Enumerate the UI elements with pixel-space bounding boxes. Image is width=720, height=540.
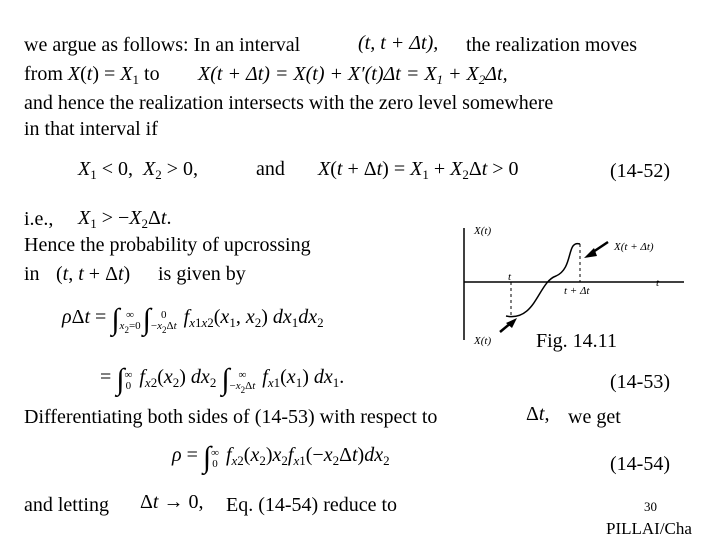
eq-53: = ∫∞ 0 $f_{x2}(x_2)$ $dx_2$ ∫ ∞ $-x_2\Delta t$ $f_{x1}(x_1)$ $dx_1$.: [100, 363, 345, 396]
text-line2: from $X(t) = X_1$ to: [24, 63, 160, 87]
fig-label-y-bottom: X(t): [474, 335, 492, 347]
author-footer: PILLAI/Cha: [606, 519, 692, 538]
eq-realization: $X(t + \Delta t) = X(t) + X'(t)\Delta t = X_1 + X_2\Delta t$,: [198, 63, 508, 87]
text-reduce: Eq. (14-54) reduce to: [226, 494, 398, 516]
text-line1b: the realization moves: [466, 34, 638, 56]
text-line4: in that interval if: [24, 118, 158, 140]
page-number: 30: [644, 499, 657, 514]
fig-label-x: t: [656, 277, 660, 289]
eq-ie: $X_1 > -X_2\Delta t$.: [78, 207, 172, 231]
eq-label-52: (14-52): [610, 160, 670, 182]
text-letting: and letting: [24, 494, 109, 516]
eq-cond-a: $X_1 < 0$, $X_2 > 0$,: [78, 158, 198, 182]
eq-interval: (t, t + Δt),: [358, 32, 439, 54]
realization-curve: [506, 244, 580, 317]
text-weget: we get: [568, 406, 621, 428]
fig-label-t: t: [508, 271, 512, 283]
text-in: in: [24, 263, 40, 285]
text-given: is given by: [158, 263, 246, 285]
figure-caption: Fig. 14.11: [536, 330, 617, 352]
text-diff: Differentiating both sides of (14-53) with respect to: [24, 406, 438, 428]
fig-label-tdt: t + Δt: [564, 285, 590, 297]
eq-cond-b: $X(t + \Delta t) = X_1 + X_2\Delta t > 0$: [318, 158, 519, 182]
fig-label-y-top: X(t): [474, 225, 492, 237]
text-ie: i.e.,: [24, 208, 54, 230]
eq-54: ρ = ∫∞ 0 $f_{x2}(x_2)x_2f_{x1}(-x_2\Delta t)dx_2$: [172, 441, 390, 474]
text-hence: Hence the probability of upcrossing: [24, 234, 311, 256]
eq-in-interval: (t, t + Δt): [56, 263, 131, 285]
eq-label-54: (14-54): [610, 453, 670, 475]
eq-label-53: (14-53): [610, 371, 670, 393]
eq-limit: Δt → 0,: [140, 491, 204, 513]
text-line1a: we argue as follows: In an interval: [24, 34, 301, 56]
text-line3: and hence the realization intersects with the zero level somewhere: [24, 92, 554, 114]
eq-cond-and: and: [256, 158, 285, 180]
eq-prob: ρΔt = ∫ ∞ $x_2=0\int$ 0 $-x_2\Delta t$ $f_{x1x2}(x_1$, $x_2$) $dx_1dx_2$: [62, 303, 324, 336]
eq-dt: Δt,: [526, 403, 550, 425]
fig-label-curve: X(t + Δt): [614, 241, 654, 253]
